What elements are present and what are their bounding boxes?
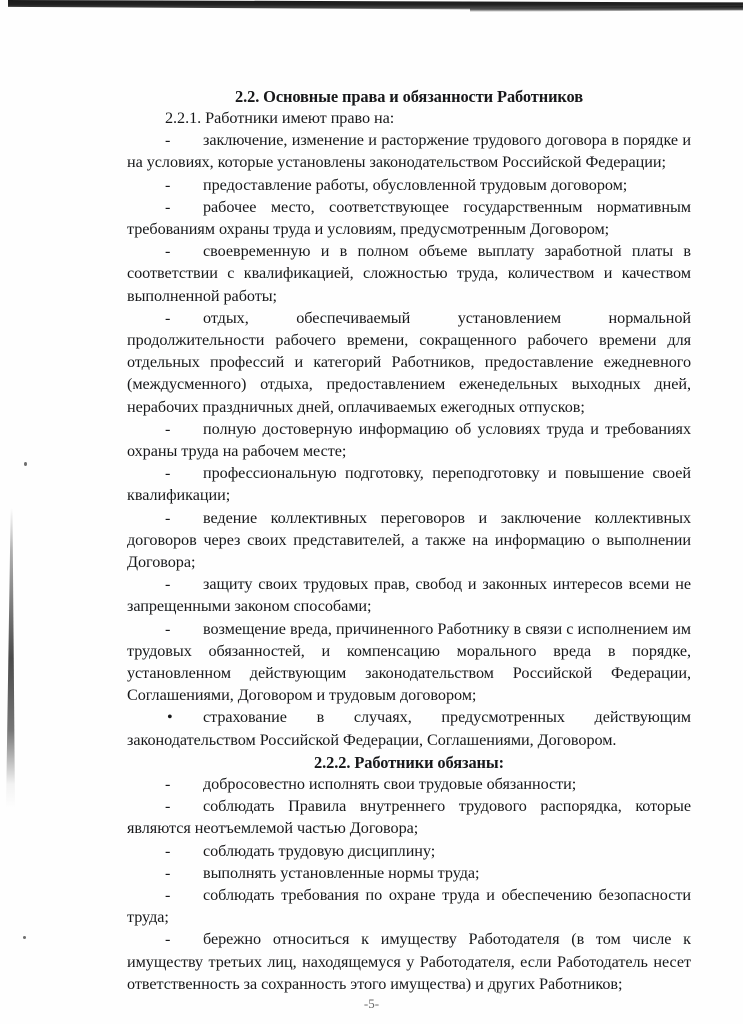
intro-paragraph-rights: 2.2.1. Работники имеют право на: [165, 109, 395, 127]
dash-marker: - [165, 175, 171, 194]
right-item-text: полную достоверную информацию об условиях труда и требованиях охраны труда на рабочем месте; [127, 419, 691, 461]
marker-gap [165, 840, 203, 862]
dash-marker: - [165, 619, 171, 638]
marker-gap [165, 196, 203, 218]
bullet-dot-marker: • [167, 708, 173, 727]
dash-marker: - [165, 863, 171, 882]
duty-item-text: соблюдать Правила внутреннего трудового распорядка, которые являются неотъемлемой частью Договора; [127, 797, 691, 838]
rights-list [127, 129, 691, 751]
duty-item [127, 795, 691, 839]
marker-gap [165, 573, 203, 595]
marker-gap [165, 129, 203, 151]
duty-item [127, 862, 691, 884]
right-item [127, 462, 691, 506]
dash-marker: - [165, 797, 171, 816]
right-item-text: профессиональную подготовку, переподготовку и повышение своей квалификации; [127, 464, 691, 505]
dash-marker: - [165, 841, 171, 860]
right-item [127, 307, 691, 418]
marker-gap [165, 307, 203, 329]
right-item-text: возмещение вреда, причиненного Работнику в связи с исполнением им трудовых обязанностей, и компенсацию морального вреда в порядке, установленном действующим законодательством Российской Федерации, Соглашениями, Договором и трудовым договором; [127, 619, 691, 705]
right-item-text: предоставление работы, обусловленной трудовым договором; [203, 175, 628, 194]
right-item [127, 240, 691, 307]
marker-gap [165, 862, 203, 884]
right-item-text: страхование в случаях, предусмотренных действующим законодательством Российской Федерации, Соглашениями, Договором. [127, 708, 691, 749]
right-item [127, 418, 691, 462]
duties-list [127, 773, 691, 995]
dash-marker: - [165, 131, 171, 150]
dash-marker: - [165, 197, 171, 216]
right-item-text: защиту своих трудовых прав, свобод и законных интересов всеми не запрещенными законом способами; [127, 575, 691, 616]
marker-gap [165, 884, 203, 906]
right-item [127, 618, 691, 707]
duty-item-text: соблюдать требования по охране труда и обеспечению безопасности труда; [127, 885, 691, 927]
duty-item [127, 884, 691, 928]
dash-marker: - [165, 885, 171, 904]
document-body [127, 86, 691, 995]
marker-gap [165, 773, 203, 795]
duty-item [127, 840, 691, 862]
right-item-text: заключение, изменение и расторжение трудового договора в порядке и на условиях, которые установлены законодательством Российской Федерации; [127, 131, 691, 172]
right-item-text: отдых, обеспечиваемый установлением нормальной продолжительности рабочего времени, сокращенного рабочего времени для отдельных профессий и категорий Работников, предоставление ежедневного (междусменного) отдыха, предоставлением еженедельных выходных дней, нерабочих праздничных дней, оплачиваемых ежегодных отпусков; [127, 308, 691, 416]
dash-marker: - [165, 575, 171, 594]
section-heading-rights: 2.2. Основные права и обязанности Работников [235, 87, 583, 106]
dash-marker: - [165, 464, 171, 483]
right-item [127, 129, 691, 173]
duty-item [127, 773, 691, 795]
right-item-text: рабочее место, соответствующее государственным нормативным требованиям охраны труда и условиям, предусмотренным Договором; [127, 197, 691, 239]
right-item [127, 174, 691, 196]
marker-gap [165, 706, 203, 728]
right-item-text: ведение коллективных переговоров и заключение коллективных договоров через своих представителей, а также на информацию о выполнении Договора; [127, 508, 691, 572]
duty-item-text: выполнять установленные нормы труда; [203, 863, 480, 882]
marker-gap [165, 928, 203, 950]
marker-gap [165, 240, 203, 262]
dash-marker: - [165, 419, 171, 438]
marker-gap [165, 618, 203, 640]
duty-item-text: добросовестно исполнять свои трудовые обязанности; [203, 774, 577, 793]
right-item [127, 196, 691, 240]
page-number: -5- [363, 996, 380, 1011]
scan-speck [24, 462, 27, 466]
dash-marker: - [165, 508, 171, 527]
duty-item-text: соблюдать трудовую дисциплину; [203, 841, 436, 860]
right-item-text: своевременную и в полном объеме выплату заработной платы в соответствии с квалификацией, сложностью труда, количеством и качеством выполненной работы; [127, 242, 691, 305]
marker-gap [165, 174, 203, 196]
marker-gap [165, 507, 203, 529]
dash-marker: - [165, 242, 171, 261]
dash-marker: - [165, 930, 171, 949]
dash-marker: - [165, 308, 171, 327]
scan-speck [23, 936, 26, 939]
right-item [127, 507, 691, 574]
section-heading-duties: 2.2.2. Работники обязаны: [314, 752, 504, 772]
marker-gap [165, 795, 203, 817]
duty-item-text: бережно относиться к имуществу Работодателя (в том числе к имуществу третьих лиц, находящемуся у Работодателя, если Работодатель несет ответственность за сохранность этого имущества) и других Работников; [127, 930, 691, 993]
marker-gap [165, 462, 203, 484]
right-item [127, 706, 691, 750]
marker-gap [165, 418, 203, 440]
duty-item [127, 928, 691, 995]
dash-marker: - [165, 774, 171, 793]
right-item [127, 573, 691, 617]
scan-artifact-left-streak [6, 508, 15, 808]
